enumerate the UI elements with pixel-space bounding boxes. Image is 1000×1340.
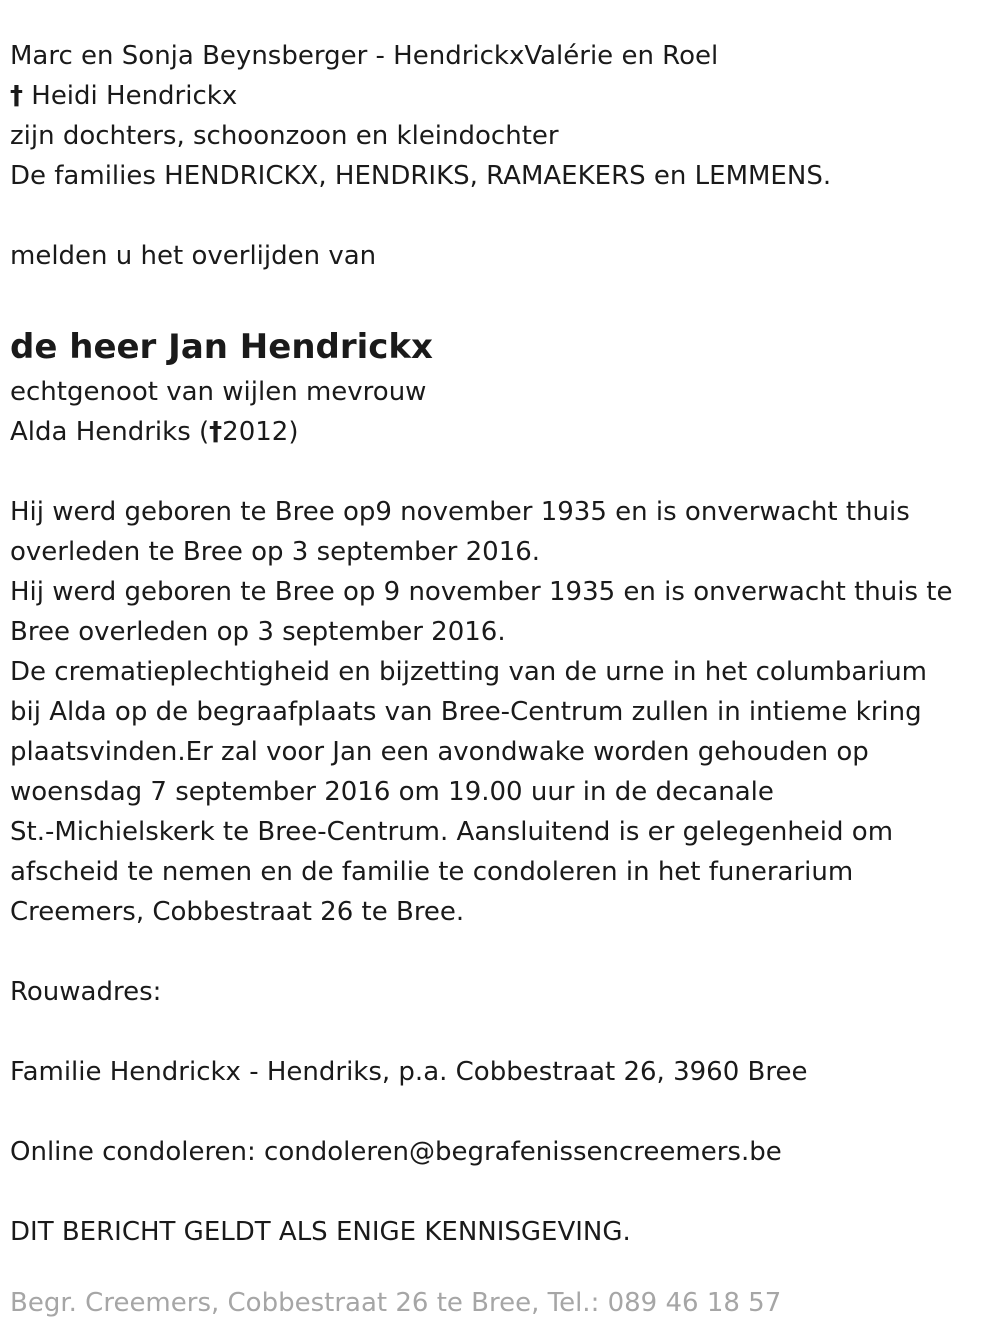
cross-icon: † bbox=[209, 417, 223, 447]
online-condolences: Online condoleren: condoleren@begrafenissencreemers.be bbox=[10, 1137, 782, 1167]
body-line: woensdag 7 september 2016 om 19.00 uur in de decanale bbox=[10, 777, 774, 807]
spacer bbox=[10, 1092, 990, 1132]
spacer bbox=[10, 932, 990, 972]
intro-text: melden u het overlijden van bbox=[10, 241, 377, 271]
rouwadres-label: Rouwadres: bbox=[10, 977, 162, 1007]
spacer bbox=[10, 452, 990, 492]
body-line: Hij werd geboren te Bree op9 november 1935 en is onverwacht thuis bbox=[10, 497, 910, 527]
spacer bbox=[10, 196, 990, 236]
spouse-line-2 bbox=[10, 412, 990, 452]
body-line: Creemers, Cobbestraat 26 te Bree. bbox=[10, 897, 465, 927]
body-line: Hij werd geboren te Bree op 9 november 1935 en is onverwacht thuis te bbox=[10, 577, 953, 607]
cross-icon: † bbox=[10, 81, 23, 111]
body-line: Bree overleden op 3 september 2016. bbox=[10, 617, 506, 647]
spacer bbox=[10, 1012, 990, 1052]
body-line: De crematieplechtigheid en bijzetting van de urne in het columbarium bbox=[10, 657, 928, 687]
spacer bbox=[10, 1172, 990, 1212]
spouse-line-1: echtgenoot van wijlen mevrouw bbox=[10, 377, 427, 407]
deceased-name: de heer Jan Hendrickx bbox=[10, 327, 433, 367]
body-line: afscheid te nemen en de familie te condoleren in het funerarium bbox=[10, 857, 854, 887]
body-line: plaatsvinden.Er zal voor Jan een avondwake worden gehouden op bbox=[10, 737, 869, 767]
notice-text: DIT BERICHT GELDT ALS ENIGE KENNISGEVING. bbox=[10, 1217, 631, 1247]
announcers-line-3: zijn dochters, schoonzoon en kleindochter bbox=[10, 121, 559, 151]
announcers-line-4: De families HENDRICKX, HENDRIKS, RAMAEKERS en LEMMENS. bbox=[10, 161, 832, 191]
spouse-line-2-pre: Alda Hendriks ( bbox=[10, 417, 210, 447]
announcers-line-2 bbox=[10, 76, 990, 116]
announcers-line-2-text: Heidi Hendrickx bbox=[23, 81, 238, 111]
body-line: overleden te Bree op 3 september 2016. bbox=[10, 537, 541, 567]
spouse-line-2-post: 2012) bbox=[222, 417, 299, 447]
body-line: bij Alda op de begraafplaats van Bree-Centrum zullen in intieme kring bbox=[10, 697, 922, 727]
funeral-home-footer: Begr. Creemers, Cobbestraat 26 te Bree, Tel.: 089 46 18 57 bbox=[10, 1288, 782, 1318]
spacer bbox=[10, 276, 990, 316]
body-line: St.-Michielskerk te Bree-Centrum. Aansluitend is er gelegenheid om bbox=[10, 817, 894, 847]
rouwadres-address: Familie Hendrickx - Hendriks, p.a. Cobbestraat 26, 3960 Bree bbox=[10, 1057, 808, 1087]
announcers-line-1: Marc en Sonja Beynsberger - HendrickxValérie en Roel bbox=[10, 41, 719, 71]
